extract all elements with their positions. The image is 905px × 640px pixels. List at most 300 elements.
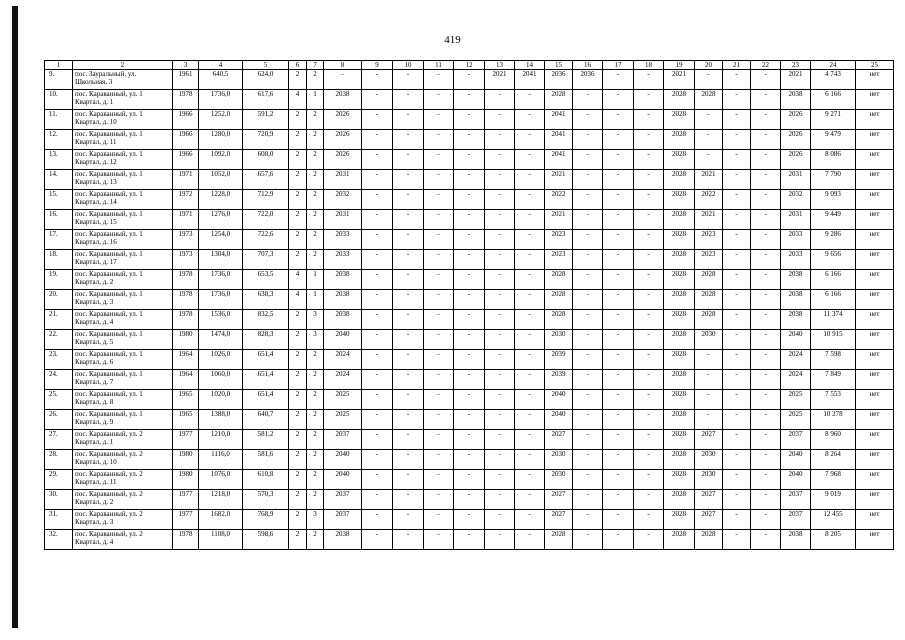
row-number: 27. (45, 430, 73, 450)
table-cell: - (454, 250, 485, 270)
table-cell: - (573, 510, 603, 530)
table-cell: 1388,0 (199, 410, 243, 430)
table-cell: 2 (289, 230, 307, 250)
table-cell: 2039 (545, 370, 573, 390)
table-cell: 722,0 (243, 210, 289, 230)
table-cell: нет (856, 530, 894, 550)
table-cell: 2027 (695, 510, 723, 530)
table-cell: нет (856, 450, 894, 470)
table-cell: 2028 (695, 90, 723, 110)
table-cell: 2 (289, 350, 307, 370)
table-row (45, 330, 894, 350)
table-cell: нет (856, 130, 894, 150)
table-cell: - (362, 350, 393, 370)
table-cell: 2021 (664, 70, 695, 90)
table-cell: - (723, 470, 751, 490)
table-cell: - (454, 490, 485, 510)
table-row (45, 190, 894, 210)
table-cell: - (393, 470, 424, 490)
header-cell: 3 (173, 61, 199, 70)
table-cell: 2041 (515, 70, 545, 90)
table-cell: - (695, 350, 723, 370)
table-cell: - (634, 130, 664, 150)
table-cell: - (751, 310, 781, 330)
table-cell: - (603, 190, 634, 210)
table-cell: - (723, 410, 751, 430)
table-cell: - (723, 350, 751, 370)
table-cell: 1978 (173, 310, 199, 330)
table-cell: 1965 (173, 390, 199, 410)
table-cell: - (485, 210, 515, 230)
row-number: 19. (45, 270, 73, 290)
table-cell: 8 086 (811, 150, 856, 170)
table-cell: 1304,0 (199, 250, 243, 270)
table-cell: - (393, 110, 424, 130)
table-cell: - (751, 510, 781, 530)
address-cell: пос. Караванный, ул. 1 Квартал, д. 3 (73, 290, 173, 310)
table-cell: - (723, 70, 751, 90)
table-cell: - (723, 230, 751, 250)
table-cell: - (603, 310, 634, 330)
table-cell: нет (856, 310, 894, 330)
address-cell: пос. Караванный, ул. 2 Квартал, д. 2 (73, 490, 173, 510)
table-row (45, 390, 894, 410)
row-number: 31. (45, 510, 73, 530)
table-cell: 2022 (545, 190, 573, 210)
table-cell: 2 (289, 70, 307, 90)
table-cell: 2030 (545, 470, 573, 490)
table-cell: 1020,0 (199, 390, 243, 410)
table-cell: - (454, 130, 485, 150)
table-cell: - (634, 430, 664, 450)
table-cell: 2021 (781, 70, 811, 90)
table-cell: - (603, 290, 634, 310)
header-row (45, 61, 894, 70)
table-cell: - (603, 430, 634, 450)
table-cell: - (362, 370, 393, 390)
table-cell: 3 (307, 330, 324, 350)
table-cell: - (424, 250, 454, 270)
table-cell: 7 790 (811, 170, 856, 190)
table-cell: - (751, 110, 781, 130)
table-cell: - (723, 530, 751, 550)
table-cell: - (454, 190, 485, 210)
table-cell: 2028 (664, 90, 695, 110)
table-cell: нет (856, 390, 894, 410)
table-cell: 1965 (173, 410, 199, 430)
table-cell: - (454, 210, 485, 230)
table-cell: 4 743 (811, 70, 856, 90)
table-cell: - (454, 290, 485, 310)
header-cell: 6 (289, 61, 307, 70)
table-cell: 9 019 (811, 490, 856, 510)
table-cell: 2027 (695, 490, 723, 510)
header-cell: 19 (664, 61, 695, 70)
table-cell: 2031 (781, 210, 811, 230)
table-cell: 1092,0 (199, 150, 243, 170)
table-cell: 8 264 (811, 450, 856, 470)
header-cell: 9 (362, 61, 393, 70)
table-cell: 1252,0 (199, 110, 243, 130)
table-row (45, 530, 894, 550)
table-cell: - (485, 530, 515, 550)
table-cell: - (393, 250, 424, 270)
table-row (45, 370, 894, 390)
table-cell: 2025 (781, 390, 811, 410)
table-cell: 9 271 (811, 110, 856, 130)
address-cell: пос. Караванный, ул. 2 Квартал, д. 4 (73, 530, 173, 550)
table-cell: 2030 (695, 330, 723, 350)
table-cell: 1977 (173, 490, 199, 510)
table-cell: - (751, 270, 781, 290)
address-cell: пос. Караванный, ул. 1 Квартал, д. 9 (73, 410, 173, 430)
table-cell: - (573, 490, 603, 510)
table-cell: - (695, 70, 723, 90)
table-cell: - (485, 330, 515, 350)
table-cell: 2041 (545, 150, 573, 170)
table-cell: - (424, 510, 454, 530)
table-cell: - (634, 150, 664, 170)
table-cell: - (723, 370, 751, 390)
table-cell: - (485, 170, 515, 190)
table-cell: - (454, 370, 485, 390)
table-cell: - (515, 410, 545, 430)
table-row (45, 270, 894, 290)
table-cell: 8 960 (811, 430, 856, 450)
table-cell: 2028 (695, 530, 723, 550)
address-cell: пос. Караванный, ул. 1 Квартал, д. 4 (73, 310, 173, 330)
table-cell: 2028 (664, 190, 695, 210)
table-cell: - (424, 170, 454, 190)
table-cell: 2030 (695, 450, 723, 470)
table-cell: 2028 (545, 290, 573, 310)
address-cell: пос. Караванный, ул. 1 Квартал, д. 10 (73, 110, 173, 130)
table-cell: - (424, 310, 454, 330)
table-cell: - (393, 190, 424, 210)
table-cell: - (751, 130, 781, 150)
table-cell: - (362, 70, 393, 90)
row-number: 15. (45, 190, 73, 210)
table-cell: - (751, 530, 781, 550)
table-cell: 2038 (781, 90, 811, 110)
table-cell: - (424, 270, 454, 290)
header-cell: 13 (485, 61, 515, 70)
table-cell: 2 (307, 450, 324, 470)
table-cell: 2 (289, 470, 307, 490)
table-cell: - (573, 370, 603, 390)
table-cell: - (603, 390, 634, 410)
table-cell: 2037 (781, 510, 811, 530)
table-cell: 2 (289, 370, 307, 390)
table-cell: 1276,0 (199, 210, 243, 230)
table-cell: - (603, 510, 634, 530)
table-cell: - (573, 530, 603, 550)
table-cell: - (723, 330, 751, 350)
table-cell: - (634, 410, 664, 430)
table-cell: нет (856, 90, 894, 110)
table-cell: 1961 (173, 70, 199, 90)
table-cell: нет (856, 410, 894, 430)
table-cell: 2038 (324, 290, 362, 310)
table-cell: 2028 (664, 430, 695, 450)
table-cell: 598,6 (243, 530, 289, 550)
table-cell: 2 (289, 250, 307, 270)
address-cell: пос. Караванный, ул. 1 Квартал, д. 15 (73, 210, 173, 230)
table-cell: 9 479 (811, 130, 856, 150)
table-row (45, 170, 894, 190)
address-cell: пос. Караванный, ул. 2 Квартал, д. 11 (73, 470, 173, 490)
table-cell: - (634, 230, 664, 250)
table-cell: 2028 (545, 530, 573, 550)
table-cell: - (515, 190, 545, 210)
table-cell: 1966 (173, 150, 199, 170)
table-cell: 2028 (664, 250, 695, 270)
table-cell: - (751, 170, 781, 190)
table-cell: - (515, 510, 545, 530)
table-cell: - (393, 150, 424, 170)
table-cell: - (634, 170, 664, 190)
table-cell: - (424, 70, 454, 90)
table-cell: 1964 (173, 350, 199, 370)
table-cell: - (573, 470, 603, 490)
row-number: 13. (45, 150, 73, 170)
table-cell: - (603, 530, 634, 550)
table-cell: - (634, 490, 664, 510)
table-cell: нет (856, 250, 894, 270)
table-cell: 1682,0 (199, 510, 243, 530)
table-cell: 617,6 (243, 90, 289, 110)
table-cell: 6 166 (811, 270, 856, 290)
address-cell: пос. Караванный, ул. 1 Квартал, д. 7 (73, 370, 173, 390)
table-cell: - (723, 430, 751, 450)
table-cell: 640,5 (199, 70, 243, 90)
table-cell: 2 (307, 110, 324, 130)
table-cell: - (454, 390, 485, 410)
table-cell: - (603, 230, 634, 250)
table-cell: 624,0 (243, 70, 289, 90)
table-row (45, 150, 894, 170)
table-cell: - (723, 290, 751, 310)
table-cell: 651,4 (243, 390, 289, 410)
table-cell: - (485, 410, 515, 430)
table-cell: 1736,0 (199, 270, 243, 290)
table-cell: 1060,0 (199, 370, 243, 390)
table-cell: - (424, 370, 454, 390)
table-cell: - (573, 390, 603, 410)
table-cell: - (424, 290, 454, 310)
table-cell: 1971 (173, 170, 199, 190)
table-cell: 6 166 (811, 90, 856, 110)
table-cell: 2033 (324, 230, 362, 250)
table-cell: 2028 (695, 290, 723, 310)
table-cell: - (393, 230, 424, 250)
table-cell: - (485, 350, 515, 370)
table-cell: 1108,0 (199, 530, 243, 550)
table-cell: 2028 (664, 390, 695, 410)
table-cell: - (573, 430, 603, 450)
header-cell: 2 (73, 61, 173, 70)
table-cell: - (603, 70, 634, 90)
address-cell: пос. Караванный, ул. 1 Квартал, д. 12 (73, 150, 173, 170)
table-cell: - (454, 170, 485, 190)
table-cell: - (362, 150, 393, 170)
table-cell: - (573, 310, 603, 330)
table-cell: 1980 (173, 450, 199, 470)
table-cell: 2 (307, 70, 324, 90)
table-cell: - (723, 210, 751, 230)
table-cell: 1 (307, 290, 324, 310)
table-cell: нет (856, 510, 894, 530)
table-cell: 1966 (173, 110, 199, 130)
table-cell: 2 (289, 530, 307, 550)
table-cell: 2037 (324, 510, 362, 530)
table-cell: 2 (289, 190, 307, 210)
table-cell: 1210,0 (199, 430, 243, 450)
table-cell: - (603, 410, 634, 430)
table-cell: 2 (307, 430, 324, 450)
binding-line (12, 6, 18, 628)
table-cell: - (424, 410, 454, 430)
table-cell: - (362, 130, 393, 150)
table-cell: нет (856, 490, 894, 510)
row-number: 29. (45, 470, 73, 490)
table-cell: нет (856, 150, 894, 170)
table-cell: - (634, 370, 664, 390)
table-cell: - (515, 370, 545, 390)
table-cell: 1254,0 (199, 230, 243, 250)
table-cell: 1980 (173, 470, 199, 490)
table-cell: - (573, 350, 603, 370)
row-number: 12. (45, 130, 73, 150)
table-cell: - (634, 70, 664, 90)
address-cell: пос. Караванный, ул. 1 Квартал, д. 16 (73, 230, 173, 250)
table-cell: нет (856, 70, 894, 90)
table-cell: 1218,0 (199, 490, 243, 510)
table-cell: - (515, 150, 545, 170)
table-cell: 2038 (781, 530, 811, 550)
table-cell: - (424, 530, 454, 550)
header-cell: 1 (45, 61, 73, 70)
table-cell: - (393, 310, 424, 330)
table-cell: 2032 (324, 190, 362, 210)
table-cell: - (634, 270, 664, 290)
table-cell: 2036 (573, 70, 603, 90)
table-cell: 2028 (664, 470, 695, 490)
table-cell: нет (856, 110, 894, 130)
table-row (45, 490, 894, 510)
table-cell: - (634, 450, 664, 470)
table-cell: 2033 (324, 250, 362, 270)
table-cell: 640,7 (243, 410, 289, 430)
table-cell: 2 (289, 510, 307, 530)
table-cell: - (362, 170, 393, 190)
table-cell: - (515, 490, 545, 510)
table-cell: 2 (289, 310, 307, 330)
table-cell: - (573, 290, 603, 310)
table-cell: 2040 (545, 390, 573, 410)
table-cell: 2027 (545, 510, 573, 530)
table-cell: нет (856, 330, 894, 350)
table-cell: - (751, 470, 781, 490)
table-cell: - (454, 150, 485, 170)
table-cell: нет (856, 210, 894, 230)
table-cell: - (515, 470, 545, 490)
table-cell: - (424, 130, 454, 150)
table-cell: 651,4 (243, 350, 289, 370)
table-cell: - (424, 490, 454, 510)
table-cell: 1736,0 (199, 290, 243, 310)
table-cell: 2028 (664, 230, 695, 250)
table-row (45, 230, 894, 250)
table-cell: 2028 (664, 530, 695, 550)
table-cell: нет (856, 170, 894, 190)
table-cell: - (634, 470, 664, 490)
table-cell: 1973 (173, 250, 199, 270)
table-cell: 4 (289, 270, 307, 290)
table-cell: 2026 (324, 130, 362, 150)
table-cell: - (393, 330, 424, 350)
table-cell: 2023 (695, 230, 723, 250)
table-cell: - (573, 450, 603, 470)
table-row (45, 310, 894, 330)
table-cell: - (751, 390, 781, 410)
table-cell: 2028 (664, 290, 695, 310)
table-cell: 2028 (664, 490, 695, 510)
table-cell: 2031 (781, 170, 811, 190)
table-row (45, 350, 894, 370)
table-cell: 2040 (781, 470, 811, 490)
table-cell: 720,9 (243, 130, 289, 150)
table-cell: 1536,0 (199, 310, 243, 330)
address-cell: пос. Караванный, ул. 2 Квартал, д. 1 (73, 430, 173, 450)
table-cell: - (573, 270, 603, 290)
table-cell: 1978 (173, 270, 199, 290)
table-cell: - (485, 470, 515, 490)
table-cell: 2028 (664, 310, 695, 330)
table-cell: - (723, 170, 751, 190)
table-cell: 2024 (324, 350, 362, 370)
table-cell: 6 166 (811, 290, 856, 310)
row-number: 17. (45, 230, 73, 250)
table-cell: - (393, 130, 424, 150)
table-cell: - (515, 230, 545, 250)
table-cell: 2 (307, 230, 324, 250)
table-cell: - (424, 210, 454, 230)
table-cell: - (485, 450, 515, 470)
header-cell: 22 (751, 61, 781, 70)
table-cell: - (634, 210, 664, 230)
row-number: 16. (45, 210, 73, 230)
table-cell: 10 278 (811, 410, 856, 430)
table-cell: 707,3 (243, 250, 289, 270)
table-cell: 2038 (781, 290, 811, 310)
table-cell: - (751, 430, 781, 450)
table-cell: 2030 (545, 450, 573, 470)
table-cell: - (634, 190, 664, 210)
table-cell: 1978 (173, 90, 199, 110)
table-cell: - (424, 430, 454, 450)
table-cell: 9 656 (811, 250, 856, 270)
table-cell: - (603, 490, 634, 510)
table-cell: - (573, 170, 603, 190)
header-cell: 8 (324, 61, 362, 70)
table-cell: - (634, 250, 664, 270)
table-cell: - (362, 210, 393, 230)
table-cell: - (515, 90, 545, 110)
table-cell: - (573, 190, 603, 210)
table-cell: - (603, 170, 634, 190)
table-cell: - (485, 430, 515, 450)
